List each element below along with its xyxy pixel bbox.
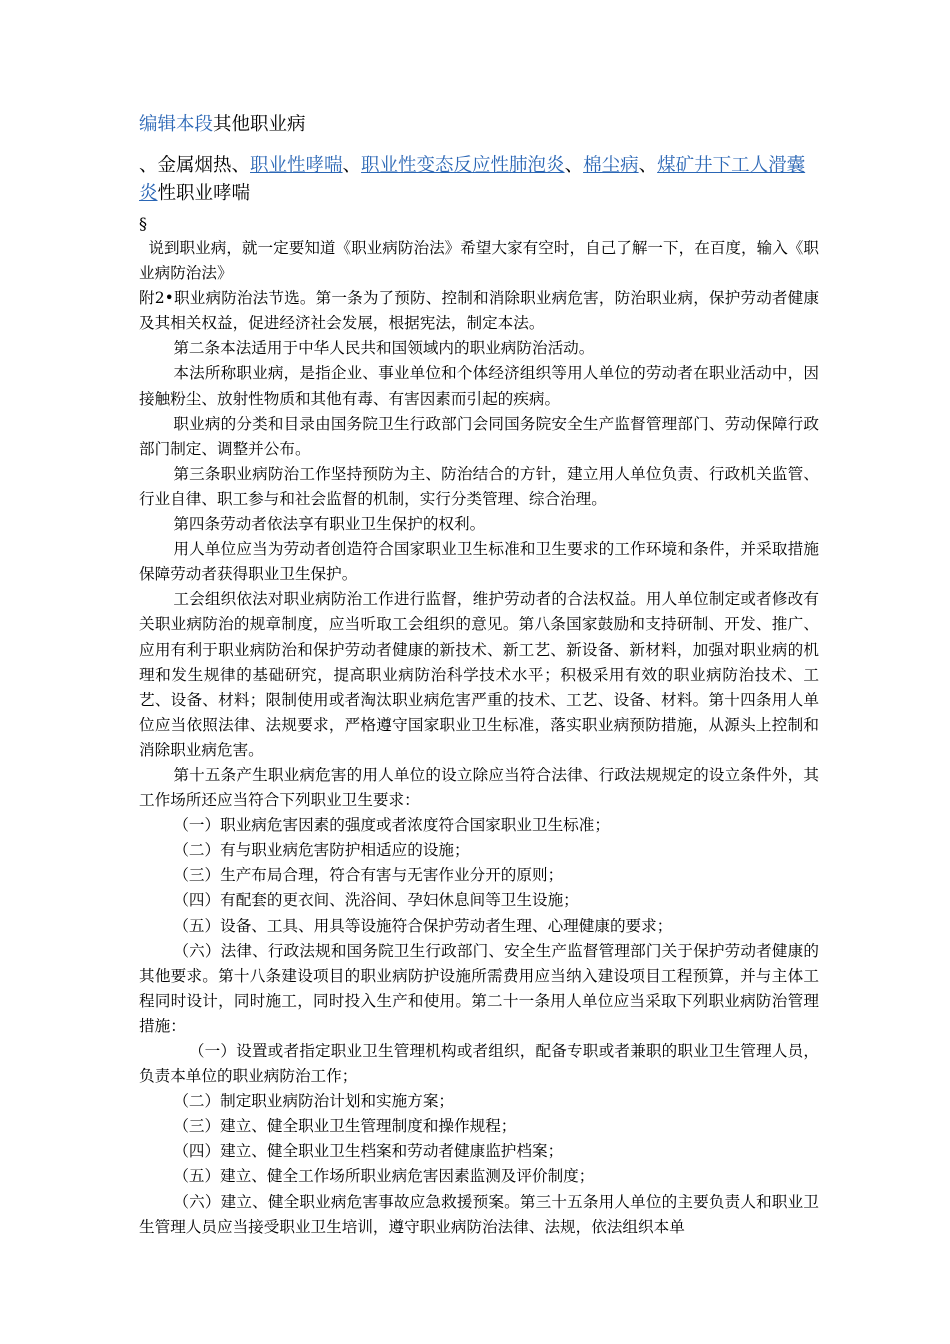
paragraph: 说到职业病，就一定要知道《职业病防治法》希望大家有空时，自己了解一下，在百度，输入《职业病防治法》	[139, 239, 819, 283]
tags-suffix: 性职业哮喘	[157, 183, 251, 204]
link-byssinosis[interactable]: 棉尘病	[583, 155, 639, 176]
paragraph: （二）制定职业病防治计划和实施方案；	[173, 1092, 455, 1111]
paragraph: （六）法律、行政法规和国务院卫生行政部门、安全生产监督管理部门关于保护劳动者健康的其他要求。第十八条建设项目的职业病防护设施所需费用应当纳入建设项目工程预算，并与主体工程同时设计，同时施工，同时投入生产和使用。第二十一条用人单位应当采取下列职业病防治管理措施：	[139, 941, 819, 1035]
paragraph: 第三条职业病防治工作坚持预防为主、防治结合的方针，建立用人单位负责、行政机关监管、行业自律、职工参与和社会监督的机制，实行分类管理、综合治理。	[139, 464, 819, 508]
section-heading	[139, 112, 306, 138]
tag-separator: 、	[342, 155, 362, 176]
section-title: 其他职业病	[213, 114, 306, 135]
link-allergic-alveolitis[interactable]: 职业性变态反应性肺泡炎	[361, 155, 565, 176]
paragraph: 附2•职业病防治法节选。第一条为了预防、控制和消除职业病危害，防治职业病，保护劳动者健康及其相关权益，促进经济社会发展，根据宪法，制定本法。	[139, 289, 819, 333]
paragraph: （三）建立、健全职业卫生管理制度和操作规程；	[173, 1117, 517, 1136]
tags-prefix: 、金属烟热、	[139, 155, 251, 176]
paragraph: 本法所称职业病，是指企业、事业单位和个体经济组织等用人单位的劳动者在职业活动中，因接触粉尘、放射性物质和其他有毒、有害因素而引起的疾病。	[139, 364, 819, 408]
paragraph: （一）设置或者指定职业卫生管理机构或者组织，配备专职或者兼职的职业卫生管理人员，负责本单位的职业病防治工作；	[139, 1042, 819, 1086]
section-sign: §	[139, 214, 147, 233]
paragraph: （三）生产布局合理，符合有害与无害作业分开的原则；	[173, 866, 564, 885]
paragraph: 用人单位应当为劳动者创造符合国家职业卫生标准和卫生要求的工作环境和条件，并采取措施保障劳动者获得职业卫生保护。	[139, 540, 819, 584]
paragraph: （一）职业病危害因素的强度或者浓度符合国家职业卫生标准；	[173, 816, 610, 835]
tag-separator: 、	[638, 155, 658, 176]
paragraph: （四）建立、健全职业卫生档案和劳动者健康监护档案；	[173, 1142, 564, 1161]
paragraph: （二）有与职业病危害防护相适应的设施；	[173, 841, 470, 860]
paragraph: （五）建立、健全工作场所职业病危害因素监测及评价制度；	[173, 1167, 595, 1186]
body-text	[139, 236, 819, 1240]
link-miner-bursitis[interactable]: 煤矿井下工人滑囊炎	[139, 155, 806, 204]
paragraph: 第四条劳动者依法享有职业卫生保护的权利。	[173, 515, 486, 534]
paragraph: 第十五条产生职业病危害的用人单位的设立除应当符合法律、行政法规规定的设立条件外，其工作场所还应当符合下列职业卫生要求：	[139, 765, 819, 810]
link-occupational-asthma[interactable]: 职业性哮喘	[250, 155, 343, 176]
tag-separator: 、	[564, 155, 584, 176]
paragraph: （五）设备、工具、用具等设施符合保护劳动者生理、心理健康的要求；	[173, 916, 673, 935]
related-diseases-line	[139, 152, 819, 208]
edit-section-link[interactable]: 编辑本段	[139, 114, 214, 135]
paragraph: 第二条本法适用于中华人民共和国领域内的职业病防治活动。	[173, 339, 595, 358]
paragraph: 职业病的分类和目录由国务院卫生行政部门会同国务院安全生产监督管理部门、劳动保障行政部门制定、调整并公布。	[139, 414, 819, 458]
paragraph: （四）有配套的更衣间、洗浴间、孕妇休息间等卫生设施；	[173, 891, 579, 910]
paragraph: 工会组织依法对职业病防治工作进行监督，维护劳动者的合法权益。用人单位制定或者修改有关职业病防治的规章制度，应当听取工会组织的意见。第八条国家鼓励和支持研制、开发、推广、应用有利于职业病防治和保护劳动者健康的新技术、新工艺、新设备、新材料，加强对职业病的机理和发生规律的基础研究，提高职业病防治科学技术水平；积极采用有效的职业病防治技术、工艺、设备、材料；限制使用或者淘汰职业病危害严重的技术、工艺、设备、材料。第十四条用人单位应当依照法律、法规要求，严格遵守国家职业卫生标准，落实职业病预防措施，从源头上控制和消除职业病危害。	[139, 590, 819, 759]
paragraph: （六）建立、健全职业病危害事故应急救援预案。第三十五条用人单位的主要负责人和职业卫生管理人员应当接受职业卫生培训，遵守职业病防治法律、法规，依法组织本单	[139, 1192, 819, 1236]
